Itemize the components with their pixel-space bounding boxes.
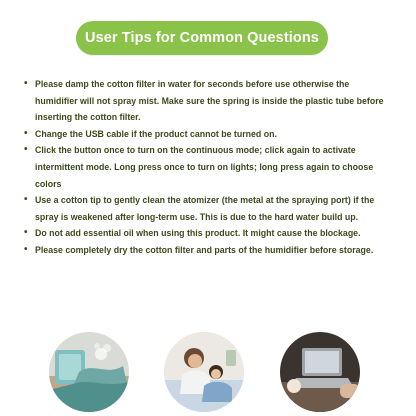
photo-row <box>0 332 416 416</box>
tip-text: Please damp the cotton filter in water for seconds before use otherwise the humidifier will not spray mist. Make sure the spring is inside the plastic tube before inserting the cotton filter. <box>35 79 384 123</box>
tip-text: Click the button once to turn on the continuous mode; click again to activate intermittent mode. Long press once to turn on lights; long press again to choose colors <box>35 145 374 189</box>
tip-text: Change the USB cable if the product cannot be turned on. <box>35 128 277 139</box>
bullet-icon: • <box>24 194 28 206</box>
bullet-icon: • <box>24 78 28 89</box>
tip-item <box>24 242 394 259</box>
tip-text: Use a cotton tip to gently clean the atomizer (the metal at the spraying port) if the spray is weakened after long-term use. This is due to the hard water build up. <box>35 195 375 222</box>
tip-item <box>24 225 394 242</box>
tip-item <box>24 192 394 225</box>
bullet-icon: • <box>24 227 28 239</box>
header-banner <box>76 21 328 55</box>
tip-item <box>24 126 394 143</box>
bullet-icon: • <box>24 144 28 156</box>
tip-text: Do not add essential oil when using this product. It might cause the blockage. <box>35 228 361 239</box>
tips-list <box>24 76 394 259</box>
bullet-icon: • <box>24 243 28 255</box>
desk-laptop-photo <box>280 332 360 412</box>
tip-text: Please completely dry the cotton filter and parts of the humidifier before storage. <box>35 244 374 255</box>
family-relaxing-photo <box>164 332 244 412</box>
header-title: User Tips for Common Questions <box>85 30 319 46</box>
humidifier-shelf-photo <box>49 332 129 412</box>
tip-item <box>24 76 394 126</box>
bullet-icon: • <box>24 127 28 139</box>
tip-item <box>24 142 394 192</box>
